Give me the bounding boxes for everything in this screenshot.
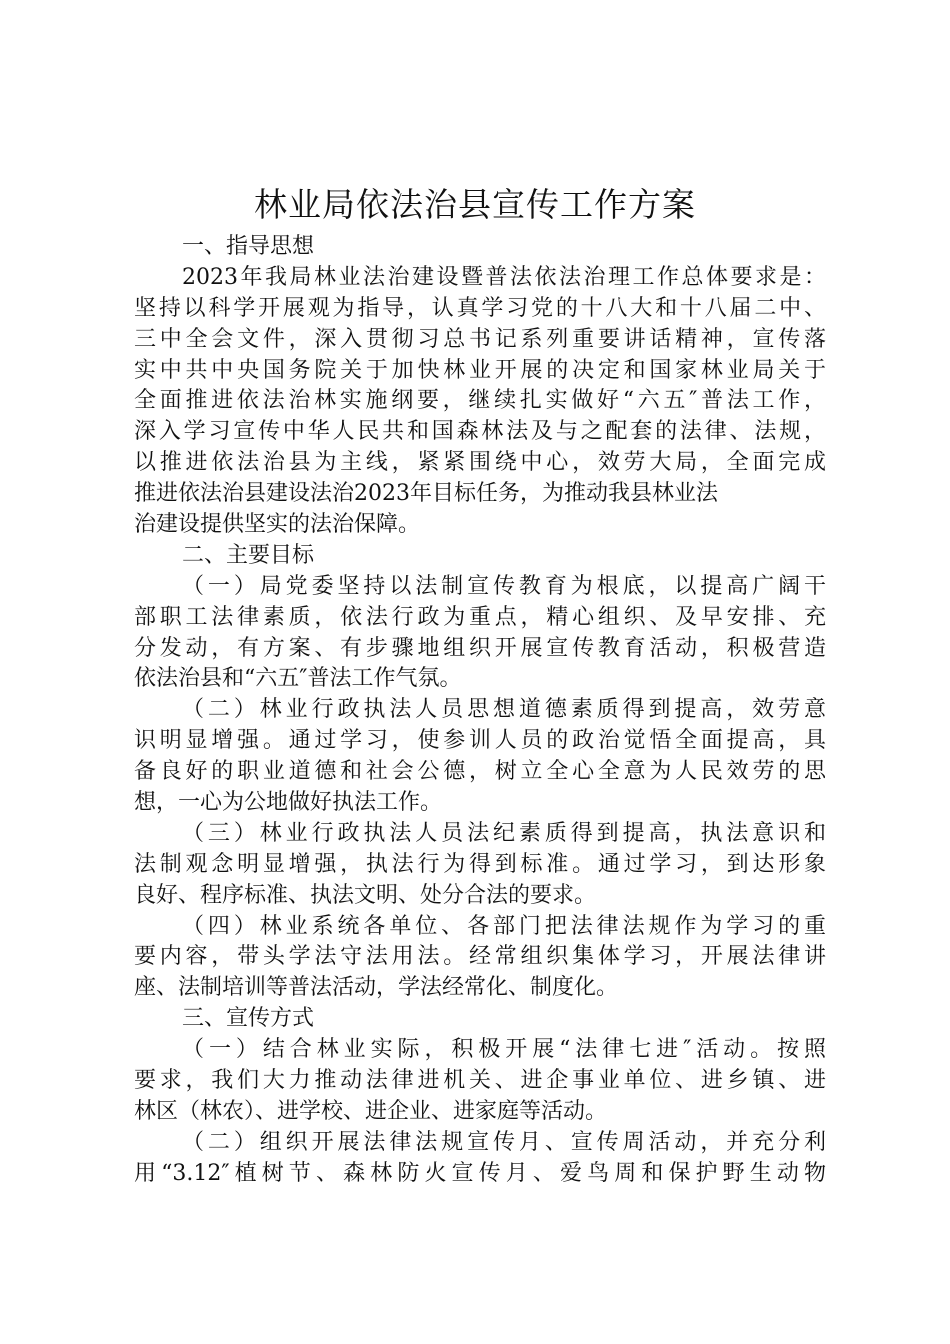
paragraph-line: 三中全会文件，深入贯彻习总书记系列重要讲话精神，宣传落 bbox=[134, 326, 826, 352]
paragraph-line: 实中共中央国务院关于加快林业开展的决定和国家林业局关于 bbox=[134, 357, 826, 383]
paragraph-line: （一）局党委坚持以法制宣传教育为根底，以提高广阔干 bbox=[182, 573, 826, 599]
paragraph-line: 依法治县和“六五″普法工作气氛。 bbox=[134, 666, 462, 692]
paragraph-line: 深入学习宣传中华人民共和国森林法及与之配套的法律、法规， bbox=[134, 419, 826, 445]
paragraph-line: 想，一心为公地做好执法工作。 bbox=[134, 790, 443, 816]
paragraph-line: 2023年我局林业法治建设暨普法依法治理工作总体要求是： bbox=[182, 264, 826, 290]
paragraph-line: （三）林业行政执法人员法纪素质得到提高，执法意识和 bbox=[182, 820, 826, 846]
paragraph-line: 治建设提供坚实的法治保障。 bbox=[134, 512, 421, 538]
paragraph-line: 法制观念明显增强，执法行为得到标准。通过学习，到达形象 bbox=[134, 851, 826, 877]
paragraph-line: （二）组织开展法律法规宣传月、宣传周活动，并充分利 bbox=[182, 1129, 826, 1155]
paragraph-line: 坚持以科学开展观为指导，认真学习党的十八大和十八届二中、 bbox=[134, 295, 826, 321]
paragraph-line: （四）林业系统各单位、各部门把法律法规作为学习的重 bbox=[182, 913, 826, 939]
paragraph-line: 林区（林农）、进学校、进企业、进家庭等活动。 bbox=[134, 1098, 608, 1124]
paragraph-line: 座、法制培训等普法活动，学法经常化、制度化。 bbox=[134, 975, 619, 1001]
paragraph-line: 良好、程序标准、执法文明、处分合法的要求。 bbox=[134, 882, 597, 908]
paragraph-line: 要求，我们大力推动法律进机关、进企事业单位、进乡镇、进 bbox=[134, 1068, 826, 1094]
document-title: 林业局依法治县宣传工作方案 bbox=[254, 185, 696, 224]
section-heading: 一、指导思想 bbox=[182, 234, 315, 259]
paragraph-line: 以推进依法治县为主线，紧紧围绕中心，效劳大局，全面完成 bbox=[134, 450, 826, 476]
paragraph-line: （一）结合林业实际，积极开展“法律七进″活动。按照 bbox=[182, 1037, 826, 1063]
section-heading: 三、宣传方式 bbox=[182, 1006, 315, 1032]
paragraph-line: 全面推进依法治林实施纲要，继续扎实做好“六五″普法工作， bbox=[134, 388, 826, 414]
paragraph-line: 识明显增强。通过学习，使参训人员的政治觉悟全面提高，具 bbox=[134, 728, 826, 754]
paragraph-line: 备良好的职业道德和社会公德，树立全心全意为人民效劳的思 bbox=[134, 759, 826, 785]
paragraph-line: 分发动，有方案、有步骤地组织开展宣传教育活动，积极营造 bbox=[134, 635, 826, 661]
paragraph-line: 推进依法治县建设法治2023年目标任务，为推动我县林业法 bbox=[134, 481, 718, 507]
paragraph-line: 要内容，带头学法守法用法。经常组织集体学习，开展法律讲 bbox=[134, 944, 826, 970]
paragraph-line: 部职工法律素质，依法行政为重点，精心组织、及早安排、充 bbox=[134, 604, 826, 630]
document-body bbox=[134, 232, 826, 1190]
paragraph-line: 用“3.12″植树节、森林防火宣传月、爱鸟周和保护野生动物 bbox=[134, 1160, 826, 1186]
section-heading: 二、主要目标 bbox=[182, 542, 315, 568]
paragraph-line: （二）林业行政执法人员思想道德素质得到提高，效劳意 bbox=[182, 697, 826, 723]
